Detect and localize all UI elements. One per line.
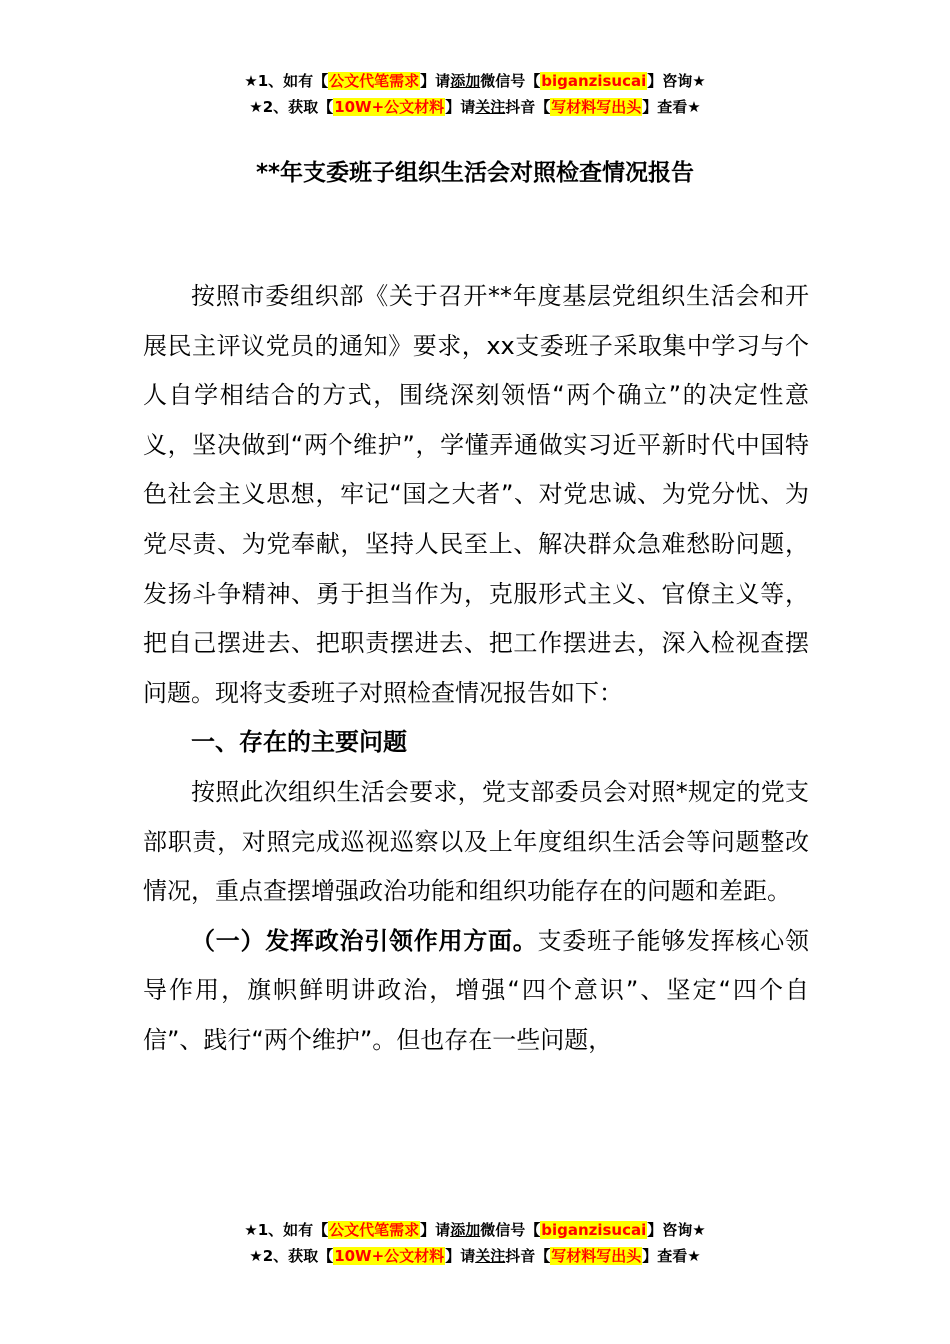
- banner-line-2: [0, 94, 950, 120]
- document-title: **年支委班子组织生活会对照检查情况报告: [255, 160, 695, 186]
- banner-highlight: 写材料写出头: [551, 1247, 642, 1265]
- banner-highlight: biganzisucai: [541, 72, 647, 90]
- banner-highlight: 公文代笔需求: [329, 72, 420, 90]
- banner-text: 微信号【: [480, 72, 541, 90]
- banner-text: 】咨询★: [647, 72, 706, 90]
- banner-text: 】请: [420, 72, 451, 90]
- banner-underlined-text: 添加: [450, 1221, 481, 1239]
- banner-text: 抖音【: [505, 1247, 551, 1265]
- banner-text: ★1、如有【: [244, 1221, 329, 1239]
- banner-highlight: biganzisucai: [541, 1221, 647, 1239]
- banner-highlight: 10W+公文材料: [334, 1247, 445, 1265]
- subsection-text: 支委班子能够发挥核心领导作用，旗帜鲜明讲政治，增强“四个意识”、坚定“四个自信”、践行“两个维护”。但也存在一些问题，: [143, 926, 809, 1054]
- banner-line-1: [0, 68, 950, 94]
- section-heading: 一、存在的主要问题: [191, 728, 407, 757]
- banner-text: 】查看★: [642, 98, 701, 116]
- banner-highlight: 10W+公文材料: [334, 98, 445, 116]
- footer-banner: [0, 1217, 950, 1269]
- banner-text: 】查看★: [642, 1247, 701, 1265]
- banner-text: 】请: [445, 98, 476, 116]
- banner-underlined-text: 关注: [475, 1247, 506, 1265]
- banner-text: 】咨询★: [647, 1221, 706, 1239]
- banner-text: ★2、获取【: [249, 98, 334, 116]
- banner-text: 抖音【: [505, 98, 551, 116]
- banner-text: ★1、如有【: [244, 72, 329, 90]
- document-body: [143, 272, 809, 1066]
- banner-text: 】请: [420, 1221, 451, 1239]
- subsection-paragraph: [143, 917, 809, 1066]
- banner-highlight: 写材料写出头: [551, 98, 642, 116]
- banner-line-2: [0, 1243, 950, 1269]
- banner-text: 微信号【: [480, 1221, 541, 1239]
- banner-underlined-text: 关注: [475, 98, 506, 116]
- banner-text: ★2、获取【: [249, 1247, 334, 1265]
- banner-text: 】请: [445, 1247, 476, 1265]
- banner-underlined-text: 添加: [450, 72, 481, 90]
- intro-paragraph: 按照市委组织部《关于召开**年度基层党组织生活会和开展民主评议党员的通知》要求，xx支委班子采取集中学习与个人自学相结合的方式，围绕深刻领悟“两个确立”的决定性意义，坚决做到“两个维护”，学懂弄通做实习近平新时代中国特色社会主义思想，牢记“国之大者”、对党忠诚、为党分忧、为党尽责、为党奉献，坚持人民至上、解决群众急难愁盼问题，发扬斗争精神、勇于担当作为，克服形式主义、官僚主义等，把自己摆进去、把职责摆进去、把工作摆进去，深入检视查摆问题。现将支委班子对照检查情况报告如下：: [143, 282, 809, 707]
- banner-highlight: 公文代笔需求: [329, 1221, 420, 1239]
- subsection-heading: （一）发挥政治引领作用方面。: [191, 926, 538, 955]
- section-paragraph: 按照此次组织生活会要求，党支部委员会对照*规定的党支部职责，对照完成巡视巡察以及上年度组织生活会等问题整改情况，重点查摆增强政治功能和组织功能存在的问题和差距。: [143, 777, 809, 906]
- header-banner: [0, 68, 950, 120]
- banner-line-1: [0, 1217, 950, 1243]
